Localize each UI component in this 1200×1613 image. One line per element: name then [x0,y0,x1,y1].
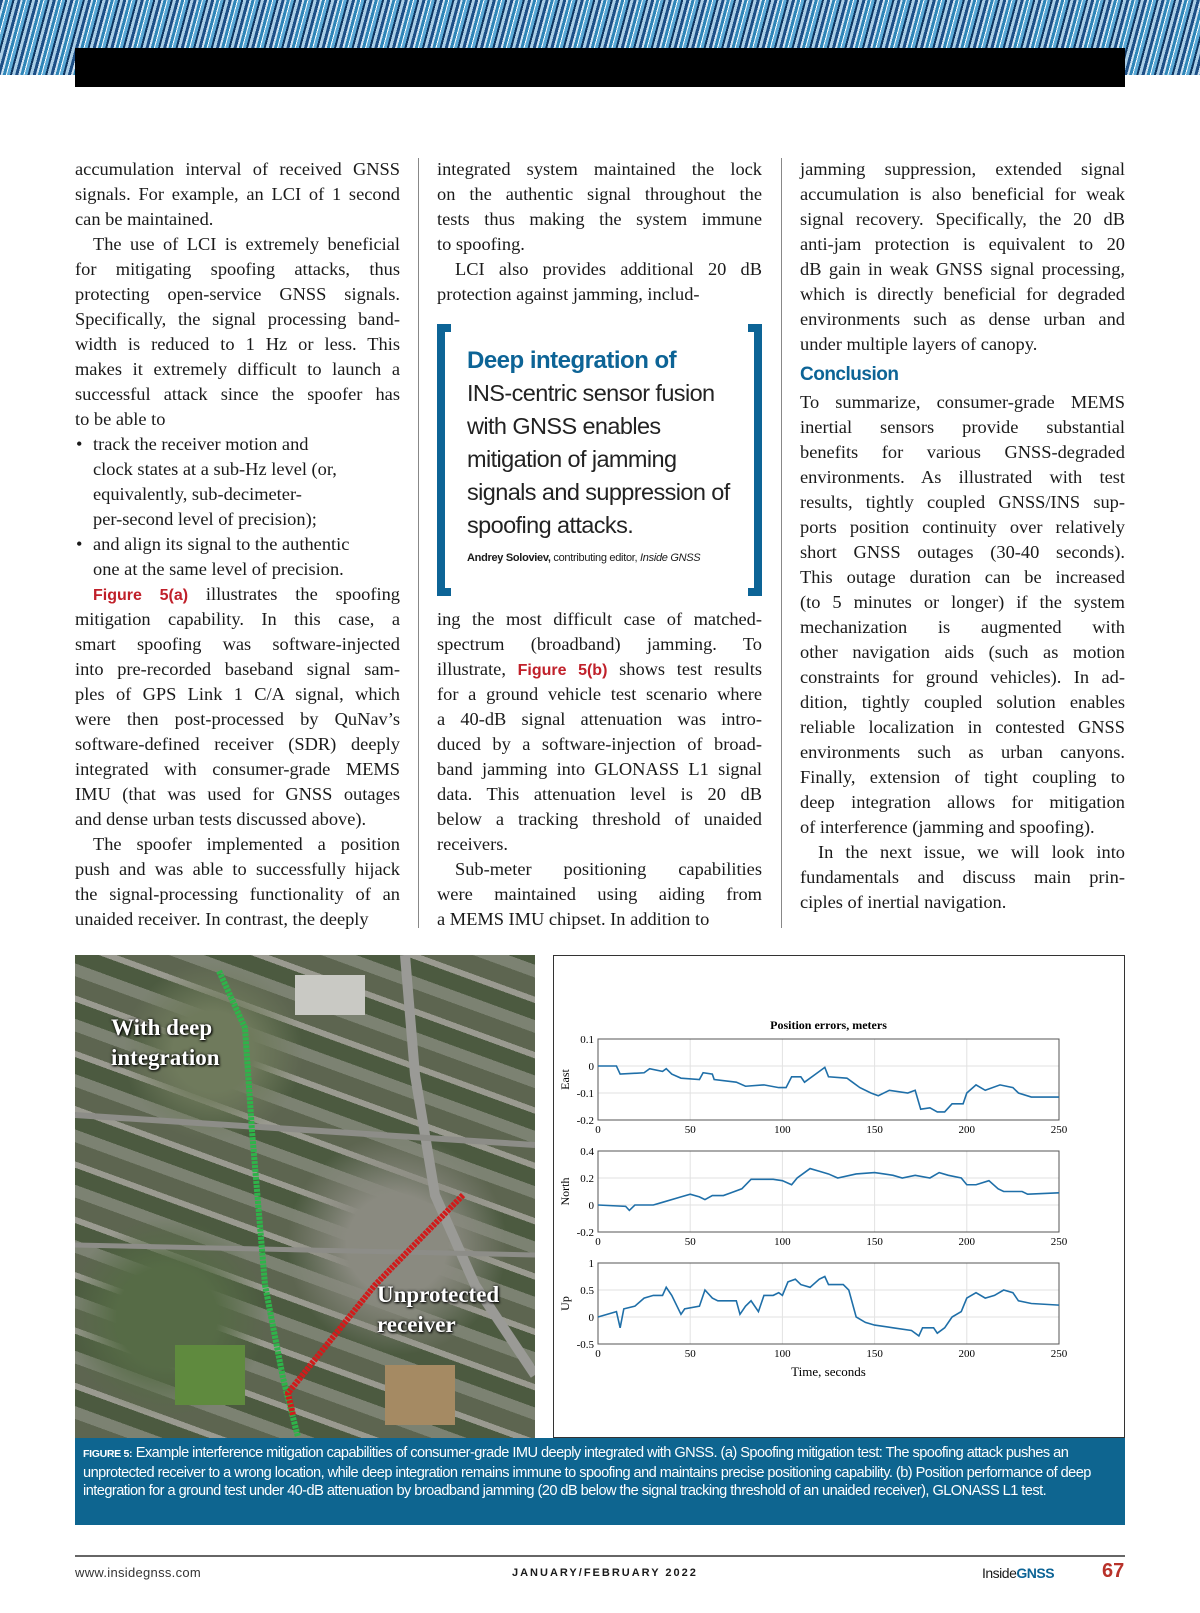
subplot-frame [598,1151,1059,1232]
text-line: The use of LCI is extremely beneficial [93,234,400,254]
text-line: which is directly beneficial for degraded [800,284,1125,304]
text-line: integrated system maintained the lock [437,159,762,179]
x-tick-label: 50 [684,1348,696,1360]
text-line: under multiple layers of canopy. [800,334,1038,354]
text-line: protection against jamming, includ- [437,284,700,304]
y-tick-label: 0.2 [580,1173,594,1185]
x-tick-label: 100 [774,1348,791,1360]
text-line: makes it extremely difficult to launch a [75,359,400,379]
x-axis-label: Time, seconds [791,1364,866,1379]
column-divider [781,158,782,928]
footer-issue: JANUARY/FEBRUARY 2022 [512,1567,698,1579]
brand-inside: Inside [982,1565,1017,1581]
pull-quote [437,324,762,596]
x-tick-label: 150 [866,1124,883,1136]
page-number: 67 [1102,1560,1125,1582]
bracket-left [437,324,451,596]
y-axis-label: North [558,1177,572,1206]
text-line: one at the same level of precision. [93,559,344,579]
figure-reference-link[interactable]: Figure 5(a) [93,587,189,604]
y-tick-label: 0.4 [580,1146,594,1158]
text-line: environments such as dense urban and [800,309,1125,329]
text-line: results, tightly coupled GNSS/INS sup- [800,492,1125,512]
y-axis-label: Up [558,1296,572,1311]
text-line: environments. As illustrated with test [800,467,1125,487]
text-line: • track the receiver motion and [75,432,400,457]
text-line: To summarize, consumer-grade MEMS [800,392,1125,412]
subplot-frame [598,1263,1059,1344]
column-divider [418,158,419,928]
y-axis-label: East [558,1069,572,1090]
text-line: to be able to [75,409,166,429]
text-line: ples of GPS Link 1 C/A signal, which [75,684,400,704]
x-tick-label: 0 [595,1124,601,1136]
text-line: • and align its signal to the authentic [75,532,400,557]
text-line: mitigation capability. In this case, a [75,609,400,629]
y-tick-label: -0.2 [576,1227,594,1239]
text-line: a 40-dB signal attenuation was intro- [437,709,762,729]
text-line: ports position continuity over relatively [800,517,1125,537]
series-line-north [598,1169,1059,1211]
text-line: for mitigating spoofing attacks, thus [75,259,400,279]
text-segment: illustrates the spoofing [188,584,400,604]
text-line: Finally, extension of tight coupling to [800,767,1125,787]
text-line: mechanization is augmented with [800,617,1125,637]
text-line: to spoofing. [437,234,525,254]
text-column-3 [800,157,1125,915]
y-tick-label: 0 [588,1312,594,1324]
text-line: of interference (jamming and spoofing). [800,817,1095,837]
section-heading: Conclusion [800,364,899,385]
text-line: inertial sensors provide substantial [800,417,1125,437]
text-line: short GNSS outages (30-40 seconds). [800,542,1125,562]
text-line: spectrum (broadband) jamming. To [437,634,762,654]
series-line-up [598,1277,1059,1336]
brand-gnss: GNSS [1016,1565,1055,1581]
text-line: were then post-processed by QuNav’s [75,709,400,729]
figure-caption [75,1438,1125,1525]
header-bar [75,48,1125,87]
footer-url[interactable]: www.insidegnss.com [75,1565,202,1580]
text-line: Specifically, the signal processing band- [75,309,400,329]
text-line: push and was able to successfully hijack [75,859,400,879]
text-line: unaided receiver. In contrast, the deeply [75,909,369,929]
road [75,1115,535,1145]
building [295,975,365,1015]
text-line: per-second level of precision); [93,509,317,529]
text-line: LCI also provides additional 20 dB [455,259,762,279]
x-tick-label: 150 [866,1236,883,1248]
text-line: duced by a software-injection of broad- [437,734,762,754]
text-segment: shows test results [607,659,763,679]
series-line-east [598,1066,1059,1112]
chart-title: Position errors, meters [770,1018,887,1032]
y-tick-label: -0.5 [576,1339,594,1351]
field [385,1365,455,1425]
text-line: signal recovery. Specifically, the 20 dB [800,209,1125,229]
footer-rule [75,1555,1125,1557]
text-line: dB gain in weak GNSS signal processing, [800,259,1125,279]
text-line: were maintained using aiding from [437,884,762,904]
text-column-1 [75,157,400,932]
text-line: accumulation interval of received GNSS [75,159,400,179]
text-line: anti-jam protection is equivalent to 20 [800,234,1125,254]
text-line: reliable localization in contested GNSS [800,717,1125,737]
text-line: This outage duration can be increased [800,567,1125,587]
text-line: Sub-meter positioning capabilities [455,859,762,879]
x-tick-label: 0 [595,1236,601,1248]
text-line: (to 5 minutes or longer) if the system [800,592,1125,612]
text-line: The spoofer implemented a position [93,834,400,854]
text-line [75,582,400,607]
text-line: In the next issue, we will look into [818,842,1125,862]
text-line: into pre-recorded baseband signal sam- [75,659,400,679]
x-tick-label: 200 [958,1236,976,1248]
y-tick-label: -0.2 [576,1115,594,1127]
text-line [437,657,762,682]
x-tick-label: 50 [684,1236,696,1248]
y-tick-label: 1 [588,1258,594,1270]
y-tick-label: -0.1 [576,1088,594,1100]
text-line: data. This attenuation level is 20 dB [437,784,762,804]
text-line: accumulation is also beneficial for weak [800,184,1125,204]
road [75,1245,535,1255]
subplot-frame [598,1039,1059,1120]
text-line: smart spoofing was software-injected [75,634,400,654]
text-line: deep integration allows for mitigation [800,792,1125,812]
x-tick-label: 0 [595,1348,601,1360]
text-line: fundamentals and discuss main prin- [800,867,1125,887]
x-tick-label: 150 [866,1348,883,1360]
text-line: band jamming into GLONASS L1 signal [437,759,762,779]
text-line: for a ground vehicle test scenario where [437,684,762,704]
pull-quote-content [467,344,747,564]
x-tick-label: 200 [958,1348,976,1360]
x-tick-label: 250 [1050,1348,1068,1360]
text-line: software-defined receiver (SDR) deeply [75,734,400,754]
figure-reference-link[interactable]: Figure 5(b) [517,662,608,679]
x-tick-label: 50 [684,1124,696,1136]
field [175,1345,245,1405]
y-tick-label: 0.1 [580,1034,594,1046]
y-tick-label: 0.5 [580,1285,594,1297]
text-line: environments such as urban canyons. [800,742,1125,762]
x-tick-label: 250 [1050,1124,1068,1136]
label-with-deep-integration: With deep integration [111,1015,220,1070]
text-line: other navigation aids (such as motion [800,642,1125,662]
caption-label: FIGURE 5: [83,1448,133,1460]
text-line: equivalently, sub-decimeter- [93,484,302,504]
author-role: contributing editor, [550,552,641,564]
figure-5a-aerial-map [75,955,535,1438]
figure-5b-chart [553,955,1125,1438]
x-tick-label: 100 [774,1236,791,1248]
text-line: jamming suppression, extended signal [800,159,1125,179]
y-tick-label: 0 [588,1200,594,1212]
x-tick-label: 100 [774,1124,791,1136]
text-line: integrated with consumer-grade MEMS [75,759,400,779]
publication-name: Inside GNSS [640,552,701,564]
text-line: width is reduced to 1 Hz or less. This [75,334,400,354]
text-line: protecting open-service GNSS signals. [75,284,400,304]
x-tick-label: 250 [1050,1236,1068,1248]
text-line: clock states at a sub-Hz level (or, [93,459,337,479]
text-line: the signal-processing functionality of an [75,884,400,904]
text-line: signals. For example, an LCI of 1 second [75,184,400,204]
text-line: and dense urban tests discussed above). [75,809,367,829]
text-line: ing the most difficult case of matched- [437,609,762,629]
pull-quote-attribution [467,552,747,564]
bracket-right [748,324,762,596]
x-tick-label: 200 [958,1124,976,1136]
pull-quote-heading: Deep integration of [467,347,677,374]
text-line: tests thus making the system immune [437,209,762,229]
text-line: successful attack since the spoofer has [75,384,400,404]
author-name: Andrey Soloviev, [467,552,551,564]
text-line: ciples of inertial navigation. [800,892,1007,912]
y-tick-label: 0 [588,1061,594,1073]
label-unprotected-receiver: Unprotected receiver [377,1282,500,1337]
text-line: IMU (that was used for GNSS outages [75,784,400,804]
pull-quote-text: INS-centric sensor fusion with GNSS enables mitigation of jamming signals and suppression of spoofing attacks. [467,380,730,538]
text-line: constraints for ground vehicles). In ad- [800,667,1125,687]
position-errors-chart [554,956,1126,1439]
text-line: benefits for various GNSS-degraded [800,442,1125,462]
text-line: on the authentic signal throughout the [437,184,762,204]
text-segment: illustrate, [437,659,518,679]
footer-brand [982,1565,1054,1581]
text-line: receivers. [437,834,508,854]
caption-text: Example interference mitigation capabilities of consumer-grade IMU deeply integrated with GNSS. (a) Spoofing mitigation test: The spoofing attack pushes an unprotected receiver to a wrong location, while deep integration remains immune to spoofing and maintains precise positioning capability. (b) Position performance of deep integration for a ground test under 40-dB attenuation by broadband jamming (20 dB below the signal tracking threshold of an unaided receiver), GLONASS L1 test. [83,1445,1091,1499]
text-line: a MEMS IMU chipset. In addition to [437,909,710,929]
text-line: dition, tightly coupled solution enables [800,692,1125,712]
text-line: below a tracking threshold of unaided [437,809,762,829]
text-line: can be maintained. [75,209,214,229]
